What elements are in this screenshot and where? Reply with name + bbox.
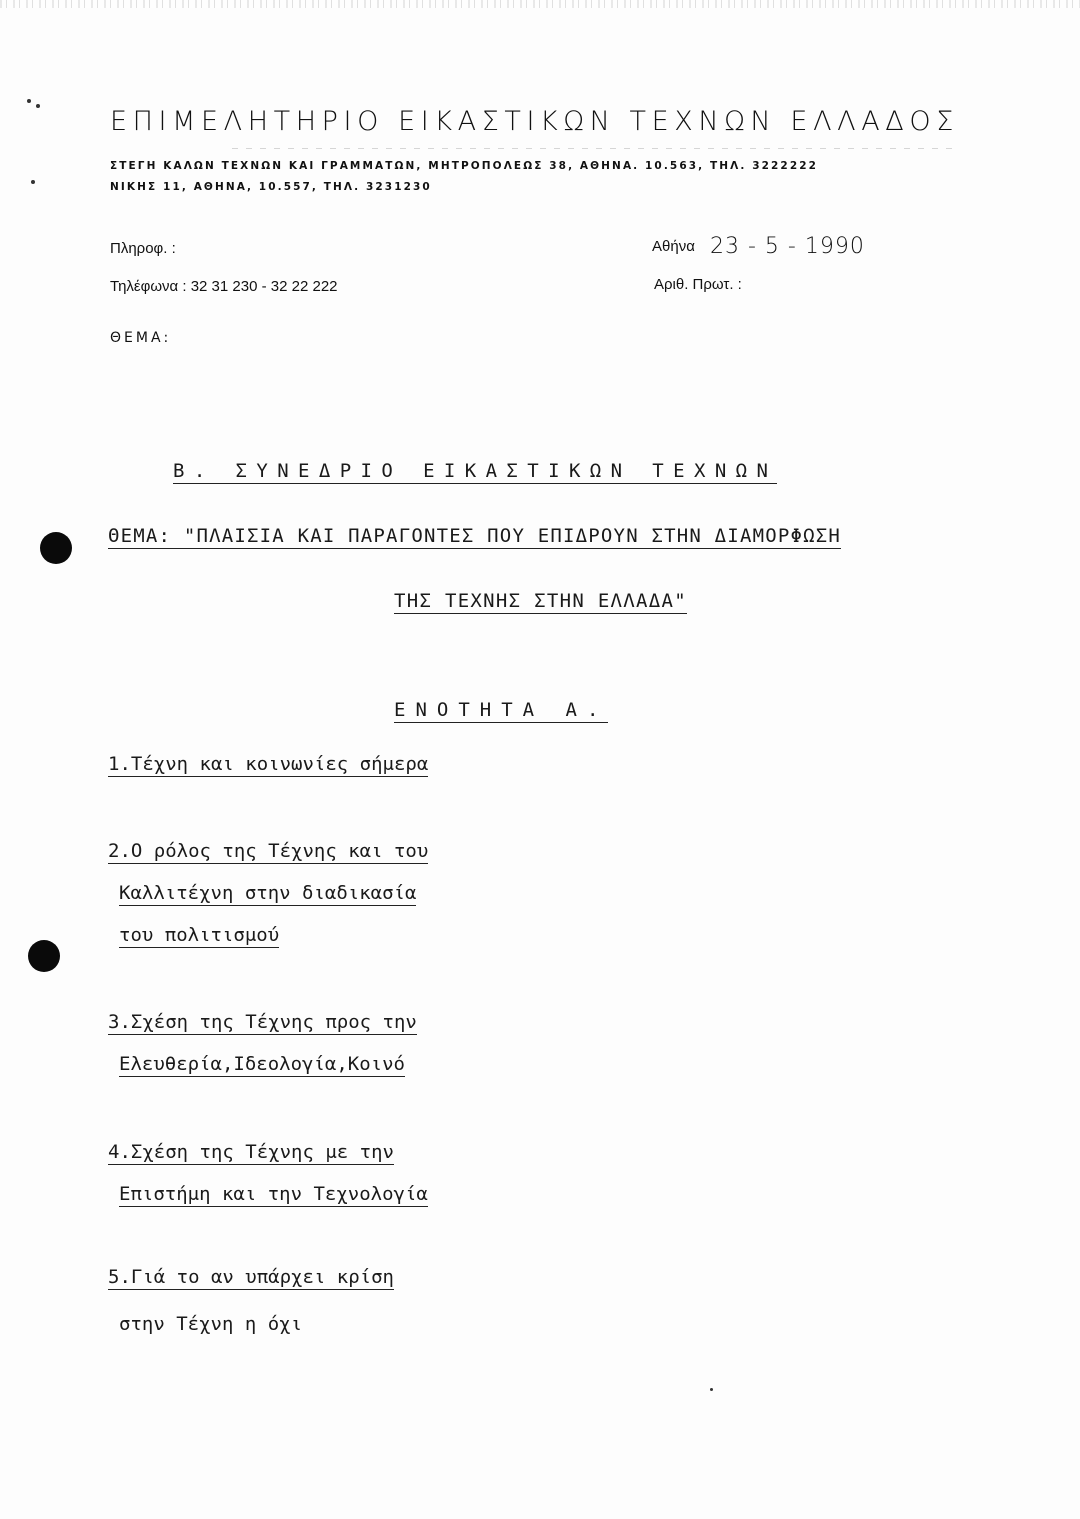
list-item-4-line-1: 4.Σχέση της Τέχνης με την bbox=[108, 1141, 394, 1163]
organization-title: ΕΠΙΜΕΛΗΤΗΡΙΟ ΕΙΚΑΣΤΙΚΩΝ ΤΕΧΝΩΝ ΕΛΛΑΔΟΣ bbox=[110, 106, 959, 137]
congress-title: Β. ΣΥΝΕΔΡΙΟ ΕΙΚΑΣΤΙΚΩΝ ΤΕΧΝΩΝ bbox=[173, 460, 778, 482]
section-heading: ΕΝΟΤΗΤΑ Α. bbox=[394, 699, 609, 721]
list-item-1-line-1: 1.Τέχνη και κοινωνίες σήμερα bbox=[108, 753, 429, 775]
list-item-2-line-1: 2.Ο ρόλος της Τέχνης και του bbox=[108, 840, 429, 862]
phones-label: Τηλέφωνα : 32 31 230 - 32 22 222 bbox=[110, 278, 338, 295]
date-value: 23 - 5 - 1990 bbox=[710, 234, 865, 259]
theme-line-2: ΤΗΣ ΤΕΧΝΗΣ ΣΤΗΝ ΕΛΛΑΔΑ" bbox=[394, 590, 687, 612]
date-label: Αθήνα bbox=[652, 238, 695, 255]
list-item-2-line-2: Καλλιτέχνη στην διαδικασία bbox=[119, 882, 417, 904]
protocol-number-label: Αριθ. Πρωτ. : bbox=[654, 276, 742, 293]
list-item-3-line-2: Ελευθερία,Ιδεολογία,Κοινό bbox=[119, 1053, 405, 1075]
punch-hole-mark bbox=[40, 532, 72, 564]
scan-speck bbox=[710, 1388, 713, 1391]
address-line-1: ΣΤΕΓΗ ΚΑΛΩΝ ΤΕΧΝΩΝ ΚΑΙ ΓΡΑΜΜΑΤΩΝ, ΜΗΤΡΟΠΟΛΕΩΣ 38, ΑΘΗΝΑ. 10.563, ΤΗΛ. 3222222 bbox=[110, 160, 819, 172]
list-item-5-line-2: στην Τέχνη η όχι bbox=[119, 1313, 303, 1335]
letterhead-faint-rule bbox=[232, 148, 952, 149]
address-line-2: ΝΙΚΗΣ 11, ΑΘΗΝΑ, 10.557, ΤΗΛ. 3231230 bbox=[110, 181, 432, 193]
list-item-5-line-1: 5.Γιά το αν υπάρχει κρίση bbox=[108, 1266, 394, 1288]
list-item-2-line-3: του πολιτισμού bbox=[119, 924, 280, 946]
scan-edge-noise bbox=[0, 0, 1080, 8]
subject-label: ΘΕΜΑ: bbox=[110, 330, 172, 346]
scan-speck bbox=[36, 104, 40, 108]
info-label: Πληροφ. : bbox=[110, 240, 176, 257]
punch-hole-mark bbox=[28, 940, 60, 972]
scan-speck bbox=[31, 180, 35, 184]
list-item-4-line-2: Επιστήμη και την Τεχνολογία bbox=[119, 1183, 428, 1205]
theme-line-1: ΘΕΜΑ: "ΠΛΑΙΣΙΑ ΚΑΙ ΠΑΡΑΓΟΝΤΕΣ ΠΟΥ ΕΠΙΔΡΟΥΝ ΣΤΗΝ ΔΙΑΜΟΡΦΩΣΗ bbox=[108, 525, 842, 547]
list-item-3-line-1: 3.Σχέση της Τέχνης προς την bbox=[108, 1011, 417, 1033]
scan-speck bbox=[27, 99, 31, 103]
